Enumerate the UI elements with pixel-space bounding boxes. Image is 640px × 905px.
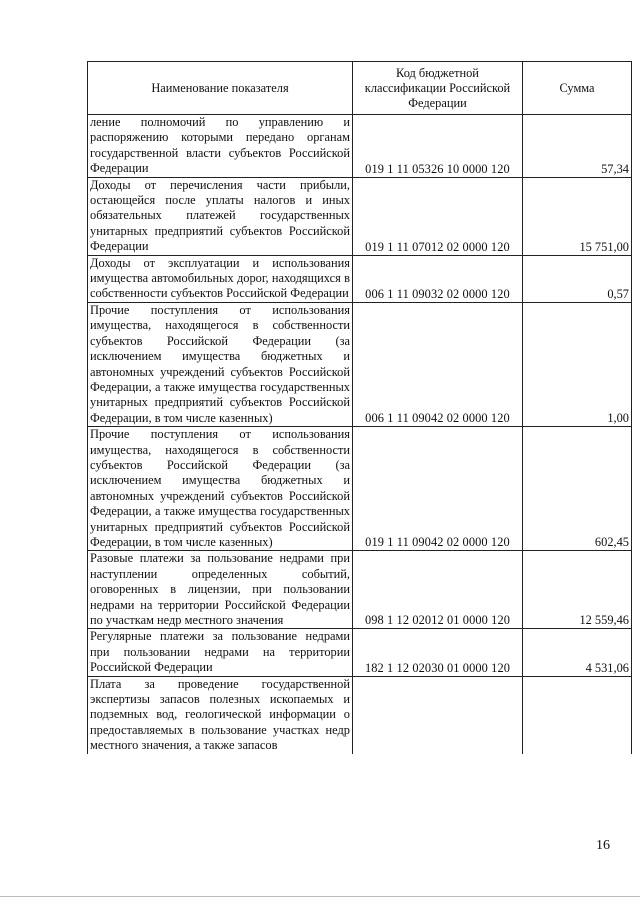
table-row bbox=[88, 115, 632, 178]
row-name: Разовые платежи за пользование недрами при наступлении определенных событий, оговоренных в лицензии, при пользовании недрами на территории Российской Федерации по участкам недр местного значения bbox=[88, 551, 353, 629]
budget-revenue-table bbox=[87, 61, 632, 754]
row-sum: 1,00 bbox=[523, 302, 632, 426]
table-row bbox=[88, 427, 632, 551]
table-row bbox=[88, 551, 632, 629]
row-sum: 57,34 bbox=[523, 115, 632, 178]
row-sum bbox=[523, 676, 632, 754]
table-row bbox=[88, 629, 632, 676]
table-row bbox=[88, 177, 632, 255]
row-code: 006 1 11 09032 02 0000 120 bbox=[353, 255, 523, 302]
row-name: Доходы от перечисления части прибыли, остающейся после уплаты налогов и иных обязательных платежей государственных унитарных предприятий субъектов Российской Федерации bbox=[88, 177, 353, 255]
row-name: Прочие поступления от использования имущества, находящегося в собственности субъектов Российской Федерации (за исключением имущества бюджетных и автономных учреждений субъектов Российской Федерации, а также имущества государственных унитарных предприятий субъектов Российской Федерации, в том числе казенных) bbox=[88, 427, 353, 551]
row-code: 019 1 11 07012 02 0000 120 bbox=[353, 177, 523, 255]
row-name: ление полномочий по управлению и распоряжению которыми передано органам государственной власти субъектов Российской Федерации bbox=[88, 115, 353, 178]
header-code: Код бюджетной классификации Российской Федерации bbox=[353, 62, 523, 115]
row-sum: 15 751,00 bbox=[523, 177, 632, 255]
row-sum: 12 559,46 bbox=[523, 551, 632, 629]
page-number: 16 bbox=[596, 838, 610, 853]
header-sum: Сумма bbox=[523, 62, 632, 115]
row-code: 006 1 11 09042 02 0000 120 bbox=[353, 302, 523, 426]
page-bottom-rule bbox=[0, 896, 640, 897]
row-sum: 0,57 bbox=[523, 255, 632, 302]
row-sum: 602,45 bbox=[523, 427, 632, 551]
row-code: 182 1 12 02030 01 0000 120 bbox=[353, 629, 523, 676]
table-row bbox=[88, 676, 632, 754]
row-name: Регулярные платежи за пользование недрами при пользовании недрами на территории Российской Федерации bbox=[88, 629, 353, 676]
header-name: Наименование показателя bbox=[88, 62, 353, 115]
table-row bbox=[88, 255, 632, 302]
row-code bbox=[353, 676, 523, 754]
table-header-row bbox=[88, 62, 632, 115]
row-name: Прочие поступления от использования имущества, находящегося в собственности субъектов Российской Федерации (за исключением имущества бюджетных и автономных учреждений субъектов Российской Федерации, а также имущества государственных унитарных предприятий субъектов Российской Федерации, в том числе казенных) bbox=[88, 302, 353, 426]
table-row bbox=[88, 302, 632, 426]
row-sum: 4 531,06 bbox=[523, 629, 632, 676]
row-name: Плата за проведение государственной экспертизы запасов полезных ископаемых и подземных вод, геологической информации о предоставляемых в пользование участках недр местного значения, а также запасов bbox=[88, 676, 353, 754]
row-code: 098 1 12 02012 01 0000 120 bbox=[353, 551, 523, 629]
row-code: 019 1 11 09042 02 0000 120 bbox=[353, 427, 523, 551]
row-name: Доходы от эксплуатации и использования имущества автомобильных дорог, находящихся в собственности субъектов Российской Федерации bbox=[88, 255, 353, 302]
row-code: 019 1 11 05326 10 0000 120 bbox=[353, 115, 523, 178]
